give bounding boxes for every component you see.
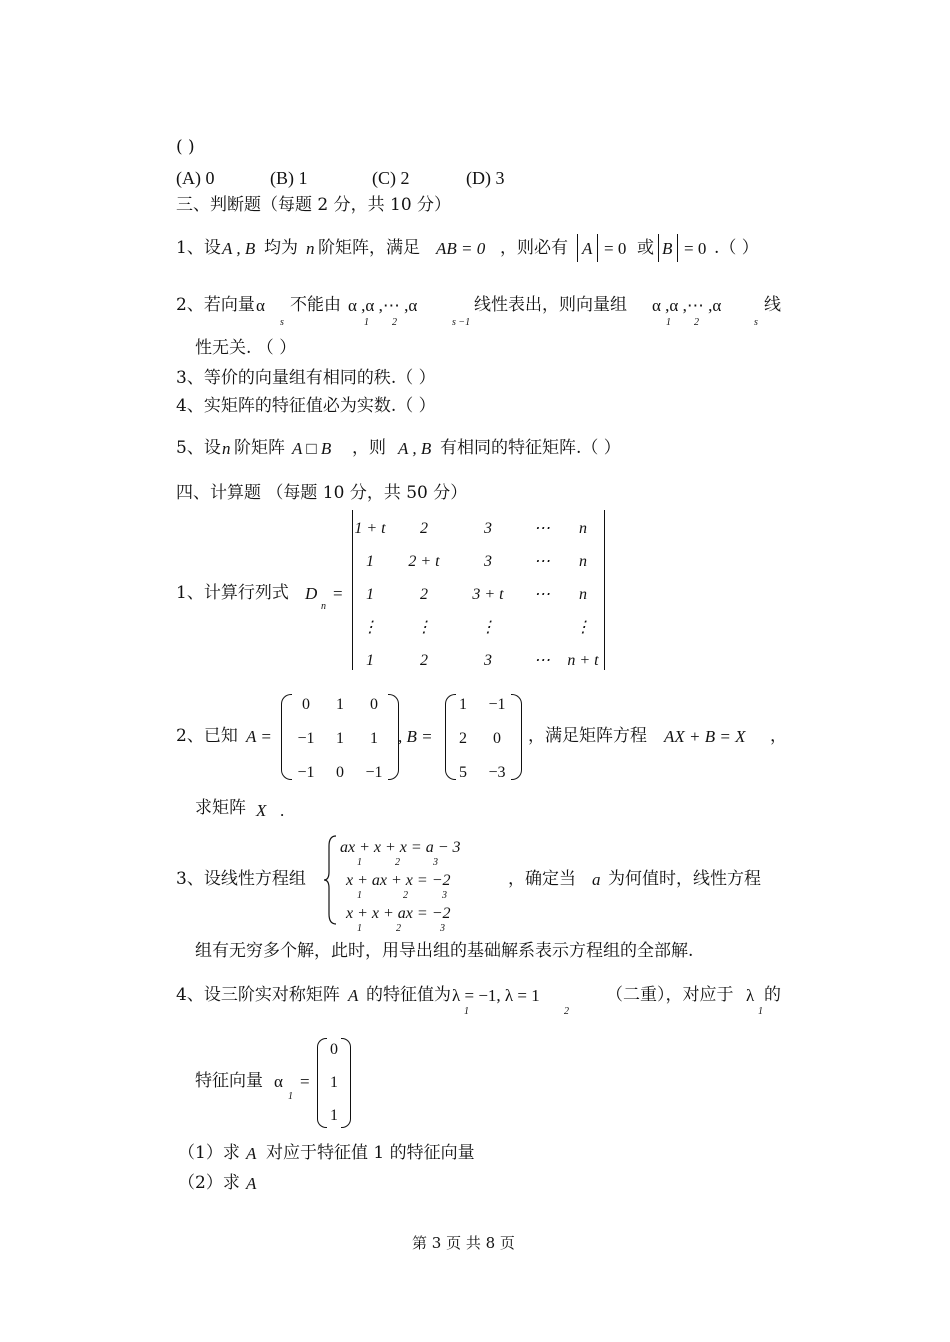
- det-bar: [577, 234, 578, 262]
- subscript: 1: [666, 317, 671, 328]
- q-prefix: 1、计算行列式: [176, 583, 289, 603]
- matrix-entry: 1: [336, 696, 344, 713]
- matrix-entry: ⋯: [534, 553, 550, 570]
- matrix-entry: 0: [336, 764, 344, 781]
- option-c: (C) 2: [372, 168, 410, 188]
- equation: = 0: [684, 239, 707, 258]
- subscript: 1: [288, 1091, 293, 1102]
- det-bar: [658, 234, 659, 262]
- subscript: s −1: [452, 317, 471, 328]
- q-text: 组有无穷多个解，此时，用导出组的基础解系表示方程组的全部解.: [195, 941, 694, 961]
- matrix-entry: n: [579, 553, 587, 570]
- subscript: 1: [364, 317, 369, 328]
- matrix-entry: 1: [370, 730, 378, 747]
- var-b: , B =: [398, 727, 433, 746]
- var-a: A: [246, 1144, 257, 1163]
- q-text: ，则: [352, 438, 386, 458]
- eigenvalues: λ = −1, λ = 1: [452, 986, 540, 1005]
- subscript: 1: [357, 923, 362, 934]
- tf-question-3: 3、等价的向量组有相同的秩.（ ）: [176, 368, 436, 388]
- subscript: 1: [464, 1006, 469, 1017]
- matrix-entry: −3: [488, 764, 506, 781]
- q-text: （二重），对应于: [606, 985, 734, 1005]
- q-text: 阶矩阵: [234, 438, 285, 458]
- option-b: (B) 1: [270, 168, 308, 188]
- q-prefix: 5、设: [176, 438, 221, 458]
- q-text: 的: [764, 985, 781, 1005]
- vector-entry: 0: [330, 1041, 338, 1058]
- q-text: 阶矩阵，满足: [318, 238, 420, 258]
- equation: AB = 0: [436, 239, 486, 258]
- subscript: n: [321, 601, 326, 612]
- q-text: 不能由: [290, 295, 341, 315]
- page-footer: 第 3 页 共 8 页: [412, 1234, 515, 1252]
- q-text: ，确定当: [508, 869, 576, 889]
- alpha-symbol: α: [256, 296, 265, 315]
- matrix-entry: 1: [459, 696, 467, 713]
- matrix-entry: 2: [420, 586, 428, 603]
- matrix-entry: −1: [297, 764, 315, 781]
- subscript: s: [754, 317, 758, 328]
- var-ab: A , B: [398, 439, 432, 458]
- subscript: s: [280, 317, 284, 328]
- matrix-entry: 5: [459, 764, 467, 781]
- matrix-entry: ⋮: [480, 619, 496, 636]
- equation-row: x + ax + x = −2: [346, 872, 451, 889]
- answer-blank: .（ ）: [714, 238, 759, 258]
- matrix-entry: 2: [420, 652, 428, 669]
- matrix-entry: 3 + t: [472, 586, 504, 603]
- equation-row: ax + x + x = a − 3: [340, 839, 461, 856]
- vector-entry: 1: [330, 1107, 338, 1124]
- left-brace: [322, 834, 338, 926]
- matrix-entry: ⋮: [362, 619, 378, 636]
- equation-row: x + x + ax = −2: [346, 905, 451, 922]
- matrix-entry: −1: [365, 764, 383, 781]
- var-a: A: [582, 239, 593, 258]
- var-n: n: [222, 439, 231, 458]
- q-text: 的特征值为: [366, 985, 451, 1005]
- q-prefix: 2、已知: [176, 726, 238, 746]
- subscript: 1: [357, 857, 362, 868]
- answer-blank: ( ): [176, 137, 195, 157]
- q-text: 线性表出，则向量组: [474, 295, 627, 315]
- q-text: 或: [637, 238, 654, 258]
- section3-heading: 三、判断题（每题 2 分，共 10 分）: [176, 195, 452, 215]
- var-a: A =: [246, 727, 272, 746]
- det-bar: [597, 234, 598, 262]
- q-text: 对应于特征值 1 的特征向量: [266, 1143, 475, 1163]
- matrix-entry: 0: [493, 730, 501, 747]
- matrix-entry: 3: [484, 520, 492, 537]
- section4-heading: 四、计算题 （每题 10 分，共 50 分）: [176, 483, 468, 503]
- equals-sign: =: [333, 584, 343, 603]
- matrix-entry: 2: [459, 730, 467, 747]
- matrix-entry: 1: [366, 553, 374, 570]
- q-text: ，: [770, 726, 787, 746]
- var-ab: A , B: [222, 239, 256, 258]
- q-text: 特征向量: [195, 1071, 263, 1091]
- matrix-entry: ⋯: [534, 586, 550, 603]
- q-text: 均为: [264, 238, 298, 258]
- q-text: ，则必有: [500, 238, 568, 258]
- q-prefix: 1、设: [176, 238, 221, 258]
- q-text: 求矩阵: [195, 798, 246, 818]
- var-a: a: [592, 870, 601, 889]
- q-prefix: 3、设线性方程组: [176, 869, 306, 889]
- matrix-entry: ⋮: [416, 619, 432, 636]
- option-d: (D) 3: [466, 168, 505, 188]
- matrix-entry: n: [579, 586, 587, 603]
- option-a: (A) 0: [176, 168, 215, 188]
- matrix-entry: ⋯: [534, 652, 550, 669]
- equation: = 0: [604, 239, 627, 258]
- matrix-entry: 1: [336, 730, 344, 747]
- subpart-label: （1）求: [178, 1143, 240, 1163]
- subscript: 3: [442, 890, 447, 901]
- matrix-entry: n: [579, 520, 587, 537]
- matrix-entry: 3: [484, 553, 492, 570]
- subscript: 3: [440, 923, 445, 934]
- subscript: 2: [395, 857, 400, 868]
- subscript: 1: [758, 1006, 763, 1017]
- matrix-right-paren: [511, 694, 522, 780]
- equals-sign: =: [300, 1072, 310, 1091]
- matrix-entry: 0: [302, 696, 310, 713]
- q-text: 为何值时，线性方程: [608, 869, 761, 889]
- q-prefix: 4、设三阶实对称矩阵: [176, 985, 340, 1005]
- subscript: 2: [392, 317, 397, 328]
- matrix-entry: 2 + t: [408, 553, 440, 570]
- var-x: X: [256, 801, 267, 820]
- q-prefix: 2、若向量: [176, 295, 255, 315]
- equation: AX + B = X: [664, 727, 746, 746]
- matrix-entry: 1: [366, 652, 374, 669]
- matrix-entry: 0: [370, 696, 378, 713]
- vector-sequence: α ,α ,⋯ ,α: [348, 296, 418, 315]
- matrix-entry: ⋯: [534, 520, 550, 537]
- subscript: 2: [564, 1006, 569, 1017]
- subscript: 3: [433, 857, 438, 868]
- q-text: .: [280, 801, 285, 820]
- tf-question-4: 4、实矩阵的特征值必为实数.（ ）: [176, 396, 436, 416]
- det-bar: [677, 234, 678, 262]
- matrix-entry: 3: [484, 652, 492, 669]
- vector-sequence: α ,α ,⋯ ,α: [652, 296, 722, 315]
- var-a: A: [246, 1174, 257, 1193]
- matrix-entry: 1: [366, 586, 374, 603]
- var-b: B: [662, 239, 673, 258]
- relation: A □ B: [292, 439, 332, 458]
- lambda-symbol: λ: [746, 986, 755, 1005]
- subpart-label: （2）求: [178, 1173, 240, 1193]
- subscript: 2: [694, 317, 699, 328]
- matrix-entry: −1: [297, 730, 315, 747]
- var-a: A: [348, 986, 359, 1005]
- vector-entry: 1: [330, 1074, 338, 1091]
- q-text: ，满足矩阵方程: [528, 726, 647, 746]
- var-d: D: [305, 584, 318, 603]
- subscript: 2: [396, 923, 401, 934]
- matrix-entry: n + t: [567, 652, 599, 669]
- alpha-symbol: α: [274, 1072, 283, 1091]
- matrix-entry: 1 + t: [354, 520, 386, 537]
- q-text: 线: [764, 295, 781, 315]
- q-text: 性无关. （ ）: [195, 338, 297, 358]
- subscript: 2: [403, 890, 408, 901]
- q-text: 有相同的特征矩阵.（ ）: [440, 438, 621, 458]
- matrix-entry: −1: [488, 696, 506, 713]
- var-n: n: [306, 239, 315, 258]
- matrix-entry: 2: [420, 520, 428, 537]
- subscript: 1: [357, 890, 362, 901]
- matrix-entry: ⋮: [575, 619, 591, 636]
